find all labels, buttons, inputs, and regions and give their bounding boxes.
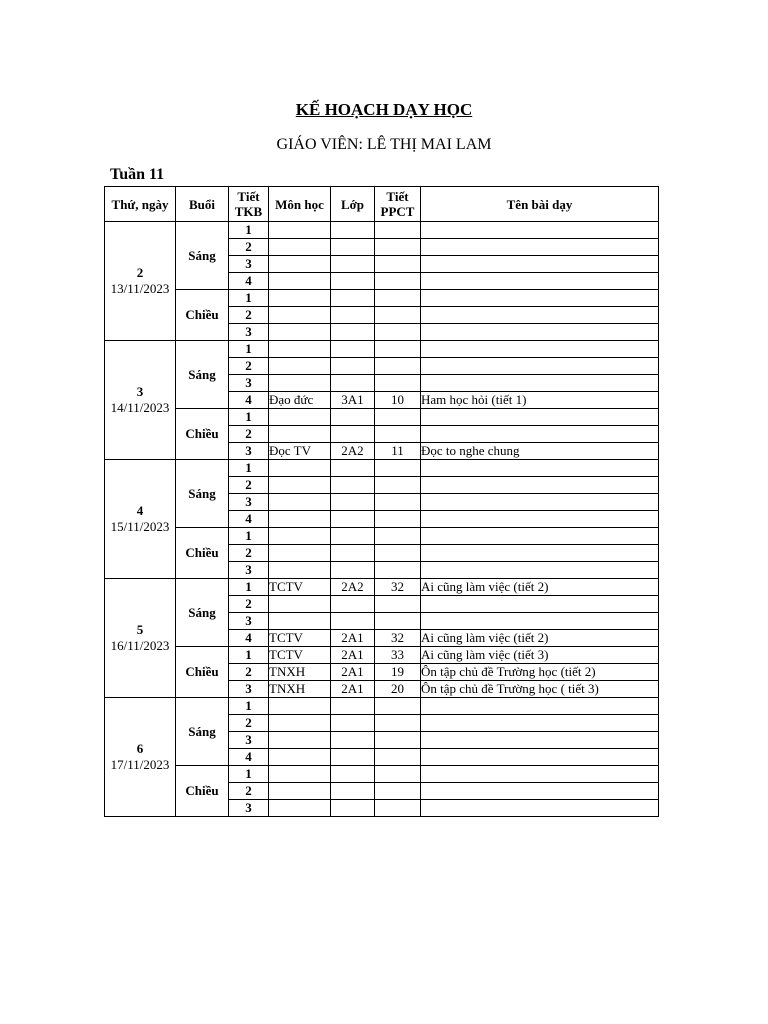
subject-cell	[269, 732, 331, 749]
class-cell	[331, 460, 375, 477]
subject-cell	[269, 766, 331, 783]
subject-cell	[269, 307, 331, 324]
lesson-cell	[421, 545, 659, 562]
page-title: KẾ HOẠCH DẠY HỌC	[295, 100, 473, 119]
class-cell	[331, 528, 375, 545]
lesson-cell	[421, 511, 659, 528]
class-cell	[331, 341, 375, 358]
subject-cell	[269, 783, 331, 800]
day-cell	[105, 579, 176, 698]
lesson-cell	[421, 715, 659, 732]
lesson-cell	[421, 732, 659, 749]
subject-cell: TCTV	[269, 647, 331, 664]
ppct-cell: 19	[375, 664, 421, 681]
lesson-cell	[421, 375, 659, 392]
ppct-cell	[375, 562, 421, 579]
lesson-cell	[421, 307, 659, 324]
session-cell: Chiều	[176, 647, 229, 698]
subject-cell: TNXH	[269, 664, 331, 681]
ppct-cell: 11	[375, 443, 421, 460]
period-cell: 1	[229, 460, 269, 477]
session-cell: Sáng	[176, 579, 229, 647]
period-cell: 2	[229, 545, 269, 562]
class-cell	[331, 494, 375, 511]
lesson-cell: Ôn tập chủ đề Trường học ( tiết 3)	[421, 681, 659, 698]
ppct-cell	[375, 698, 421, 715]
lesson-cell	[421, 562, 659, 579]
subject-cell	[269, 562, 331, 579]
ppct-cell	[375, 358, 421, 375]
lesson-cell	[421, 358, 659, 375]
teacher-name: GIÁO VIÊN: LÊ THỊ MAI LAM	[276, 136, 492, 153]
period-cell: 2	[229, 715, 269, 732]
class-cell	[331, 715, 375, 732]
table-row	[105, 579, 659, 596]
lesson-cell	[421, 766, 659, 783]
subject-cell	[269, 494, 331, 511]
subject-cell	[269, 545, 331, 562]
day-number: 5	[136, 622, 144, 637]
ppct-cell	[375, 222, 421, 239]
period-cell: 2	[229, 307, 269, 324]
subject-cell	[269, 256, 331, 273]
subject-cell	[269, 222, 331, 239]
period-cell: 4	[229, 630, 269, 647]
class-cell	[331, 800, 375, 817]
subject-cell	[269, 477, 331, 494]
ppct-cell: 32	[375, 579, 421, 596]
class-cell	[331, 290, 375, 307]
ppct-cell	[375, 613, 421, 630]
ppct-cell	[375, 426, 421, 443]
header-subject: Môn học	[269, 187, 331, 222]
period-cell: 1	[229, 341, 269, 358]
subject-cell: TNXH	[269, 681, 331, 698]
session-cell: Chiều	[176, 528, 229, 579]
day-date: 15/11/2023	[110, 519, 170, 534]
ppct-cell	[375, 596, 421, 613]
header-class: Lớp	[331, 187, 375, 222]
period-cell: 3	[229, 800, 269, 817]
class-cell	[331, 545, 375, 562]
subject-cell	[269, 409, 331, 426]
class-cell	[331, 732, 375, 749]
table-row	[105, 528, 659, 545]
ppct-cell	[375, 256, 421, 273]
ppct-cell	[375, 477, 421, 494]
lesson-cell: Ôn tập chủ đề Trường học (tiết 2)	[421, 664, 659, 681]
subject-cell	[269, 239, 331, 256]
period-cell: 3	[229, 681, 269, 698]
class-cell	[331, 256, 375, 273]
lesson-cell	[421, 596, 659, 613]
lesson-cell	[421, 290, 659, 307]
class-cell	[331, 749, 375, 766]
class-cell	[331, 511, 375, 528]
ppct-cell: 20	[375, 681, 421, 698]
ppct-cell	[375, 375, 421, 392]
subject-cell: TCTV	[269, 579, 331, 596]
period-cell: 1	[229, 766, 269, 783]
period-cell: 1	[229, 579, 269, 596]
period-cell: 3	[229, 562, 269, 579]
subject-cell	[269, 715, 331, 732]
period-cell: 3	[229, 443, 269, 460]
lesson-cell	[421, 324, 659, 341]
header-day: Thứ, ngày	[105, 187, 176, 222]
subject-cell	[269, 273, 331, 290]
subject-cell	[269, 375, 331, 392]
lesson-cell	[421, 341, 659, 358]
lesson-cell	[421, 426, 659, 443]
table-row	[105, 766, 659, 783]
subject-cell: TCTV	[269, 630, 331, 647]
header-lesson: Tên bài dạy	[421, 187, 659, 222]
lesson-cell	[421, 273, 659, 290]
ppct-cell	[375, 239, 421, 256]
class-cell	[331, 358, 375, 375]
lesson-cell	[421, 783, 659, 800]
subject-cell	[269, 698, 331, 715]
class-cell	[331, 375, 375, 392]
ppct-cell: 33	[375, 647, 421, 664]
class-cell	[331, 222, 375, 239]
class-cell: 2A2	[331, 443, 375, 460]
lesson-cell	[421, 494, 659, 511]
period-cell: 4	[229, 392, 269, 409]
ppct-cell: 32	[375, 630, 421, 647]
class-cell	[331, 766, 375, 783]
class-cell	[331, 596, 375, 613]
table-header-row	[105, 187, 659, 222]
period-cell: 2	[229, 596, 269, 613]
period-cell: 2	[229, 664, 269, 681]
lesson-cell	[421, 256, 659, 273]
day-number: 3	[136, 384, 144, 399]
lesson-cell: Ai cũng làm việc (tiết 3)	[421, 647, 659, 664]
lesson-cell	[421, 239, 659, 256]
table-row	[105, 460, 659, 477]
header-ppct: Tiết PPCT	[375, 187, 421, 222]
period-cell: 1	[229, 698, 269, 715]
ppct-cell	[375, 732, 421, 749]
subject-cell	[269, 324, 331, 341]
ppct-cell	[375, 715, 421, 732]
week-label: Tuần 11	[110, 166, 165, 183]
lesson-cell	[421, 460, 659, 477]
ppct-cell	[375, 766, 421, 783]
class-cell	[331, 307, 375, 324]
period-cell: 3	[229, 732, 269, 749]
subject-cell	[269, 749, 331, 766]
class-cell	[331, 613, 375, 630]
ppct-cell: 10	[375, 392, 421, 409]
ppct-cell	[375, 545, 421, 562]
ppct-cell	[375, 409, 421, 426]
subject-cell	[269, 460, 331, 477]
day-number: 4	[136, 503, 144, 518]
class-cell	[331, 562, 375, 579]
period-cell: 4	[229, 511, 269, 528]
class-cell: 2A1	[331, 647, 375, 664]
period-cell: 1	[229, 290, 269, 307]
ppct-cell	[375, 800, 421, 817]
period-cell: 4	[229, 273, 269, 290]
lesson-cell	[421, 477, 659, 494]
lesson-cell: Ai cũng làm việc (tiết 2)	[421, 579, 659, 596]
ppct-cell	[375, 749, 421, 766]
day-cell	[105, 341, 176, 460]
period-cell: 2	[229, 239, 269, 256]
lesson-cell	[421, 749, 659, 766]
day-date: 17/11/2023	[110, 757, 170, 772]
lesson-cell: Đọc to nghe chung	[421, 443, 659, 460]
period-cell: 1	[229, 528, 269, 545]
subject-cell	[269, 800, 331, 817]
ppct-cell	[375, 307, 421, 324]
lesson-cell	[421, 222, 659, 239]
session-cell: Chiều	[176, 766, 229, 817]
day-number: 6	[136, 741, 144, 756]
lesson-cell: Ham học hỏi (tiết 1)	[421, 392, 659, 409]
subject-cell	[269, 426, 331, 443]
ppct-cell	[375, 341, 421, 358]
header-period: Tiết TKB	[229, 187, 269, 222]
ppct-cell	[375, 324, 421, 341]
session-cell: Sáng	[176, 341, 229, 409]
lesson-cell	[421, 613, 659, 630]
period-cell: 2	[229, 477, 269, 494]
lesson-cell	[421, 800, 659, 817]
session-cell: Chiều	[176, 409, 229, 460]
period-cell: 1	[229, 409, 269, 426]
period-cell: 4	[229, 749, 269, 766]
class-cell	[331, 409, 375, 426]
period-cell: 2	[229, 426, 269, 443]
class-cell	[331, 783, 375, 800]
class-cell: 2A1	[331, 681, 375, 698]
period-cell: 2	[229, 783, 269, 800]
class-cell: 2A1	[331, 664, 375, 681]
lesson-cell: Ai cũng làm việc (tiết 2)	[421, 630, 659, 647]
period-cell: 1	[229, 647, 269, 664]
ppct-cell	[375, 511, 421, 528]
period-cell: 3	[229, 324, 269, 341]
period-cell: 3	[229, 375, 269, 392]
period-cell: 2	[229, 358, 269, 375]
ppct-cell	[375, 273, 421, 290]
table-row	[105, 290, 659, 307]
table-row	[105, 341, 659, 358]
subject-cell	[269, 596, 331, 613]
period-cell: 3	[229, 613, 269, 630]
table-row	[105, 647, 659, 664]
class-cell: 2A1	[331, 630, 375, 647]
class-cell	[331, 273, 375, 290]
lesson-cell	[421, 409, 659, 426]
table-row	[105, 222, 659, 239]
lesson-cell	[421, 698, 659, 715]
day-number: 2	[136, 265, 144, 280]
class-cell: 2A2	[331, 579, 375, 596]
teaching-plan-table	[104, 186, 659, 817]
class-cell	[331, 426, 375, 443]
day-cell	[105, 698, 176, 817]
table-body	[105, 222, 659, 817]
subject-cell	[269, 613, 331, 630]
period-cell: 3	[229, 256, 269, 273]
class-cell	[331, 239, 375, 256]
ppct-cell	[375, 528, 421, 545]
period-cell: 1	[229, 222, 269, 239]
ppct-cell	[375, 290, 421, 307]
session-cell: Sáng	[176, 222, 229, 290]
ppct-cell	[375, 460, 421, 477]
lesson-cell	[421, 528, 659, 545]
day-cell	[105, 460, 176, 579]
day-date: 16/11/2023	[110, 638, 170, 653]
class-cell	[331, 324, 375, 341]
subject-cell	[269, 358, 331, 375]
class-cell: 3A1	[331, 392, 375, 409]
class-cell	[331, 477, 375, 494]
day-cell	[105, 222, 176, 341]
subject-cell	[269, 290, 331, 307]
table-row	[105, 698, 659, 715]
session-cell: Sáng	[176, 460, 229, 528]
table-row	[105, 409, 659, 426]
day-date: 14/11/2023	[110, 400, 170, 415]
class-cell	[331, 698, 375, 715]
header-session: Buổi	[176, 187, 229, 222]
subject-cell	[269, 528, 331, 545]
session-cell: Chiều	[176, 290, 229, 341]
subject-cell: Đạo đức	[269, 392, 331, 409]
period-cell: 3	[229, 494, 269, 511]
day-date: 13/11/2023	[110, 281, 170, 296]
subject-cell	[269, 511, 331, 528]
subject-cell	[269, 341, 331, 358]
subject-cell: Đọc TV	[269, 443, 331, 460]
ppct-cell	[375, 783, 421, 800]
ppct-cell	[375, 494, 421, 511]
session-cell: Sáng	[176, 698, 229, 766]
